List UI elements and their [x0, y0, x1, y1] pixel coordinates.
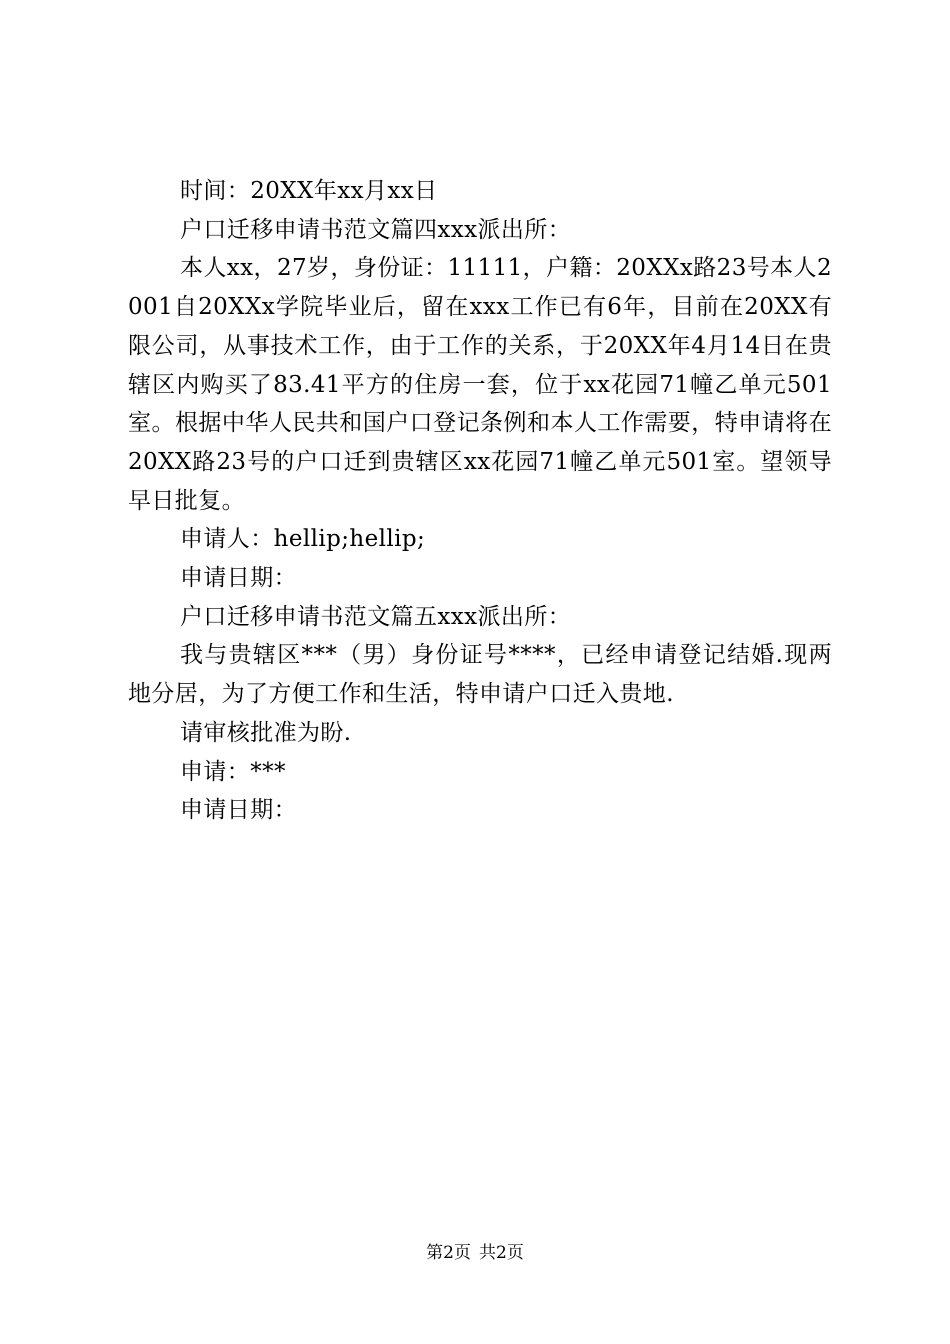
paragraph-body-5: 我与贵辖区***（男）身份证号****，已经申请登记结婚.现两地分居，为了方便工作和生活，特申请户口迁入贵地. [128, 642, 832, 708]
page-total: 共2页 [479, 1243, 524, 1263]
paragraph-signature: 申请：*** [180, 758, 286, 785]
paragraph-applicant: 申请人：hellip;hellip; [180, 526, 426, 553]
paragraph-time: 时间：20XX年xx月xx日 [180, 178, 438, 204]
paragraph-heading-5: 户口迁移申请书范文篇五xxx派出所： [180, 603, 572, 630]
paragraph-heading-4: 户口迁移申请书范文篇四xxx派出所： [180, 216, 572, 243]
paragraph-request: 请审核批准为盼. [180, 719, 352, 746]
paragraph-date-1: 申请日期： [180, 565, 297, 592]
document-body [128, 172, 832, 830]
paragraph-date-2: 申请日期： [180, 797, 297, 824]
page-footer [0, 1241, 950, 1265]
paragraph-body-4: 本人xx，27岁，身份证：11111，户籍：20XXx路23号本人2001自20XXx学院毕业后，留在xxx工作已有6年，目前在20XX有限公司，从事技术工作，由于工作的关系，于20XX年4月14日在贵辖区内购买了83.41平方的住房一套，位于xx花园71幢乙单元501室。根据中华人民共和国户口登记条例和本人工作需要，特申请将在20XX路23号的户口迁到贵辖区xx花园71幢乙单元501室。望领导早日批复。 [128, 255, 832, 514]
page-number: 第2页 [426, 1243, 471, 1263]
